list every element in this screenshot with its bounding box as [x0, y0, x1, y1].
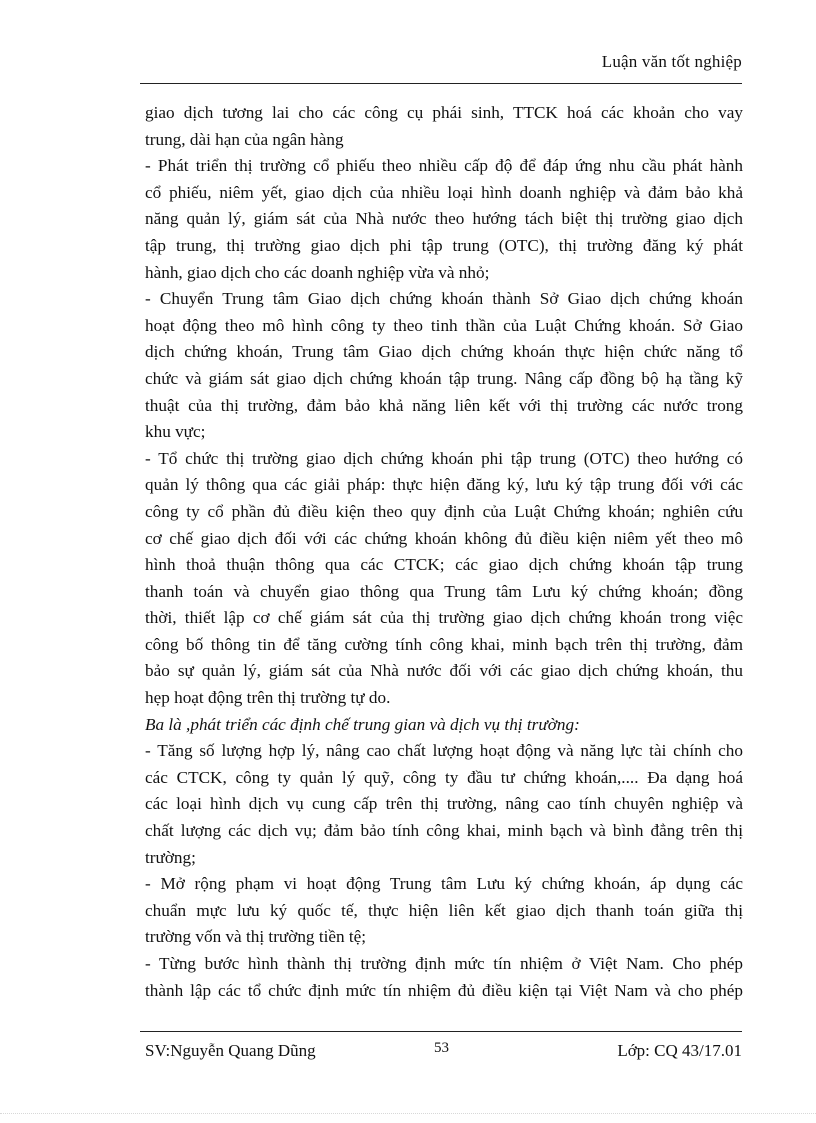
- page-number: 53: [434, 1040, 449, 1056]
- text-line: các loại hình dịch vụ cung cấp trên thị trường, nâng cao tính chuyên nghiệp và: [145, 794, 743, 814]
- text-line: trường vốn và thị trường tiền tệ;: [145, 927, 367, 947]
- text-line: - Tăng số lượng hợp lý, nâng cao chất lượng hoạt động và năng lực tài chính cho: [145, 741, 743, 761]
- page-edge-divider: [0, 1113, 816, 1114]
- text-line: thuật của thị trường, đảm bảo khả năng liên kết với thị trường các nước trong: [145, 395, 743, 415]
- text-line: bảo sự quản lý, giám sát của Nhà nước đối với các giao dịch chứng khoán, thu: [145, 661, 743, 681]
- text-line: - Tổ chức thị trường giao dịch chứng khoán phi tập trung (OTC) theo hướng có: [145, 448, 743, 468]
- text-line: năng quản lý, giám sát của Nhà nước theo hướng tách biệt thị trường giao dịch: [145, 209, 743, 229]
- text-line: cơ chế giao dịch đối với các chứng khoán không đủ điều kiện niêm yết theo mô: [145, 528, 743, 548]
- text-line: - Mở rộng phạm vi hoạt động Trung tâm Lưu ký chứng khoán, áp dụng các: [145, 874, 743, 894]
- running-header: Luận văn tốt nghiệp: [601, 52, 742, 71]
- text-line: hình thoả thuận thông qua các CTCK; các giao dịch chứng khoán tập trung: [145, 555, 743, 575]
- text-line: - Phát triển thị trường cổ phiếu theo nhiều cấp độ để đáp ứng nhu cầu phát hành: [145, 156, 743, 176]
- text-line: chuẩn mực lưu ký quốc tế, thực hiện liên kết giao dịch thanh toán giữa thị: [145, 900, 743, 920]
- text-line: quản lý thông qua các giải pháp: thực hiện đăng ký, lưu ký tập trung đối với các: [145, 475, 743, 495]
- text-line: khu vực;: [145, 422, 206, 442]
- text-line: thanh toán và chuyển giao thông qua Trung tâm Lưu ký chứng khoán; đồng: [145, 581, 743, 601]
- footer-class: Lớp: CQ 43/17.01: [617, 1041, 742, 1060]
- footer-student: SV:Nguyễn Quang Dũng: [145, 1041, 316, 1060]
- footer-rule: [140, 1031, 742, 1032]
- text-line: công bố thông tin để tăng cường tính công khai, minh bạch trên thị trường, đảm: [145, 634, 743, 654]
- text-line: trường;: [145, 847, 196, 867]
- text-line: giao dịch tương lai cho các công cụ phái sinh, TTCK hoá các khoản cho vay: [145, 103, 743, 122]
- text-line: trung, dài hạn của ngân hàng: [145, 129, 344, 149]
- text-line: công ty cổ phần đủ điều kiện theo quy định của Luật Chứng khoán; nghiên cứu: [145, 501, 743, 521]
- section-heading: Ba là ,phát triển các định chế trung gian và dịch vụ thị trường:: [145, 714, 580, 734]
- text-line: thời, thiết lập cơ chế giám sát của thị trường giao dịch chứng khoán trong việc: [145, 608, 743, 628]
- text-line: hành, giao dịch cho các doanh nghiệp vừa và nhỏ;: [145, 262, 490, 282]
- text-line: cổ phiếu, niêm yết, giao dịch của nhiều loại hình doanh nghiệp và đảm bảo khả: [145, 182, 743, 202]
- text-line: - Chuyển Trung tâm Giao dịch chứng khoán thành Sở Giao dịch chứng khoán: [145, 289, 743, 309]
- text-line: hoạt động theo mô hình công ty theo tinh thần của Luật Chứng khoán. Sở Giao: [145, 315, 743, 335]
- text-line: tập trung, thị trường giao dịch phi tập trung (OTC), thị trường đăng ký phát: [145, 235, 743, 255]
- text-line: chất lượng các dịch vụ; đảm bảo tính công khai, minh bạch và bình đẳng trên thị: [145, 821, 743, 841]
- text-line: hẹp hoạt động trên thị trường tự do.: [145, 688, 391, 708]
- text-line: dịch chứng khoán, Trung tâm Giao dịch chứng khoán thực hiện chức năng tổ: [145, 342, 743, 362]
- text-line: thành lập các tổ chức định mức tín nhiệm đủ điều kiện tại Việt Nam và cho phép: [145, 980, 743, 1000]
- text-line: chức và giám sát giao dịch chứng khoán tập trung. Nâng cấp đồng bộ hạ tầng kỹ: [145, 368, 743, 388]
- text-line: các CTCK, công ty quản lý quỹ, công ty đầu tư chứng khoán,.... Đa dạng hoá: [145, 767, 743, 787]
- body-text: [145, 100, 743, 1004]
- text-line: - Từng bước hình thành thị trường định mức tín nhiệm ở Việt Nam. Cho phép: [145, 954, 743, 973]
- header-rule: [140, 83, 742, 84]
